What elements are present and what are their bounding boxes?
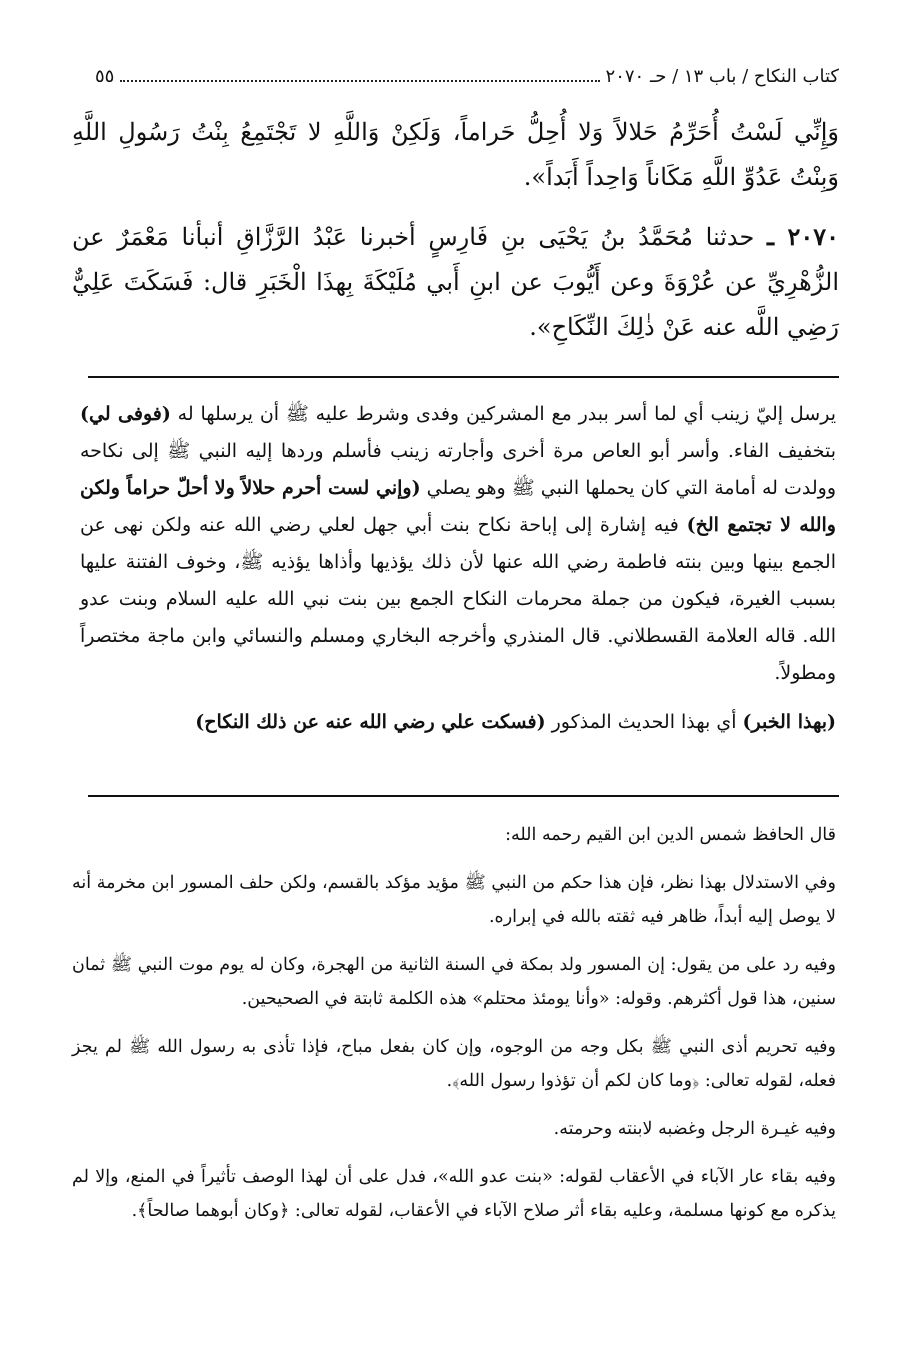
commentary-text: أي بهذا الحديث المذكور: [545, 711, 743, 733]
hadith-text-continuation: وَإِنِّي لَسْتُ أُحَرِّمُ حَلالاً وَلا أُحِلُّ حَراماً، وَلَكِنْ وَاللَّهِ لا تَجْتَمِعُ بِنْتُ رَسُولِ اللَّهِ وَبِنْتُ عَدُوِّ اللَّهِ مَكَاناً وَاحِداً أَبَداً».: [72, 118, 839, 191]
notes-paragraph: وفي الاستدلال بهذا نظر، فإن هذا حكم من النبي ﷺ مؤيد مؤكد بالقسم، ولكن حلف المسور ابن مخرمة أنه لا يوصل إليه أبداً، ظاهر فيه ثقته بالله في إبراره.: [72, 873, 836, 927]
hadith-text: [72, 110, 839, 364]
notes-paragraph: وفيه رد على من يقول: إن المسور ولد بمكة في السنة الثانية من الهجرة، وكان له يوم موت النبي ﷺ ثمان سنين، هذا قول أكثرهم. وقوله: «وأنا يومئذ محتلم» هذه الكلمة ثابتة في الصحيحين.: [72, 955, 836, 1009]
page-number: ٥٥: [95, 65, 115, 87]
hadith-2070-text: حدثنا مُحَمَّدُ بنُ يَحْيَى بنِ فَارِسٍ أخبرنا عَبْدُ الرَّزَّاقِ أنبأنا مَعْمَرٌ عن الزُّهْرِيِّ عن عُرْوَةَ وعن أَيُّوبَ عن ابنِ أَبي مُلَيْكَةَ بِهذَا الْخَبَرِ قال: فَسَكَتَ عَلِيٌّ رَضِي اللَّه عنه عَنْ ذٰلِكَ النِّكَاحِ».: [72, 223, 839, 341]
commentary: [80, 396, 836, 753]
dotted-leader: [120, 80, 599, 82]
hadith-number: ٢٠٧٠ ـ: [766, 222, 839, 251]
notes-paragraph: وفيه غيـرة الرجل وغضبه لابنته وحرمته.: [553, 1119, 836, 1139]
notes-paragraph: وفيه بقاء عار الآباء في الأعقاب لقوله: «بنت عدو الله»، فدل على أن لهذا الوصف تأثيراً في المنع، وإلا لم يذكره مع كونها مسلمة، وعليه بقاء أثر صلاح الآباء في الأعقاب، لقوله تعالى: ﴿وكان أبوهما صالحاً﴾.: [72, 1167, 836, 1221]
notes-paragraph: قال الحافظ شمس الدين ابن القيم رحمه الله:: [505, 825, 836, 845]
hadith-2070: [72, 214, 839, 350]
commentary-quote: (فوفى لي): [80, 403, 171, 425]
commentary-text: بتخفيف الفاء. وأسر أبو العاص مرة أخرى وأجارته زينب فأسلم وردها إليه النبي ﷺ إلى نكاحه وولدت له أمامة التي كان يحملها النبي ﷺ وهو يصلي: [80, 440, 836, 499]
ibn-qayyim-notes: [72, 818, 836, 1242]
commentary-quote: (بهذا الخبر): [742, 711, 836, 733]
commentary-text: يرسل إليّ زينب أي لما أسر ببدر مع المشركين وفدى وشرط عليه ﷺ أن يرسلها له: [170, 403, 836, 425]
running-header: [95, 62, 839, 90]
commentary-paragraph-2: [80, 704, 836, 741]
header-title: كتاب النكاح / باب ١٣ / حـ ٢٠٧٠: [605, 65, 839, 87]
notes-paragraph: وفيه تحريم أذى النبي ﷺ بكل وجه من الوجوه، وإن كان بفعل مباح، فإذا تأذى به رسول الله ﷺ لم يجز فعله، لقوله تعالى: ﴿وما كان لكم أن تؤذوا رسول الله﴾.: [72, 1037, 836, 1091]
commentary-quote: (وإني لست أحرم حلالاً ولا أحلّ حراماً ولكن والله لا تجتمع الخ): [80, 477, 836, 536]
commentary-paragraph-1: [80, 396, 836, 692]
separator-line: [88, 376, 839, 378]
commentary-quote: (فسكت علي رضي الله عنه عن ذلك النكاح): [195, 711, 546, 733]
commentary-text: فيه إشارة إلى إباحة نكاح بنت أبي جهل لعلي رضي الله عنه ولكن نهى عن الجمع بينها وبين بنته فاطمة رضي الله عنها لأن ذلك يؤذيها وأذاها يؤذيه ﷺ، وخوف الفتنة عليها بسبب الغيرة، فيكون من جملة محرمات النكاح الجمع بين بنت نبي الله عليه السلام وبنت عدو الله. قاله العلامة القسطلاني. قال المنذري وأخرجه البخاري ومسلم والنسائي وابن ماجة مختصراً ومطولاً.: [80, 514, 836, 684]
separator-line: [88, 795, 839, 797]
